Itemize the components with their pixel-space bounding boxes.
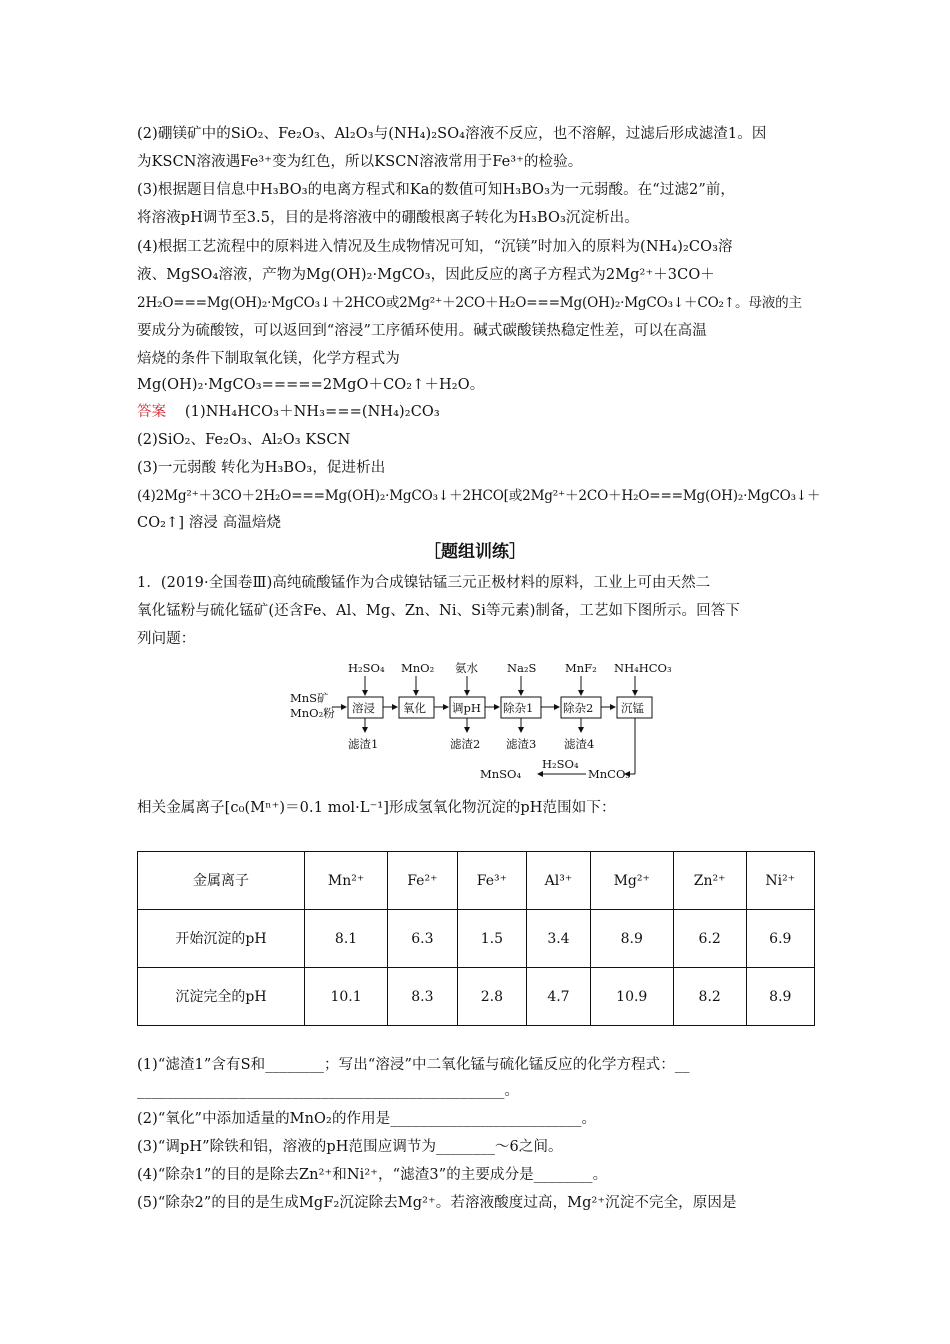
- flow-residue: 滤渣3: [506, 737, 537, 751]
- subquestion-5: (5)“除杂2”的目的是生成MgF₂沉淀除去Mg²⁺。若溶液酸度过高，Mg²⁺沉淀不完全，原因是: [137, 1195, 737, 1211]
- answer-line: [137, 402, 817, 422]
- table-intro: 相关金属离子[c₀(Mⁿ⁺)＝0.1 mol·L⁻¹]形成氢氧化物沉淀的pH范围如下：: [137, 800, 616, 816]
- flow-input: MnO₂粉: [290, 706, 335, 720]
- text-line: (2)硼镁矿中的SiO₂、Fe₂O₃、Al₂O₃与(NH₄)₂SO₄溶液不反应，也不溶解，过滤后形成滤渣1。因: [137, 126, 767, 142]
- flow-step: 除杂1: [503, 701, 534, 715]
- table-header-row: [138, 852, 815, 910]
- answer-5: CO₂↑] 溶浸 高温焙烧: [137, 515, 282, 531]
- table-cell: 6.3: [388, 910, 458, 968]
- subquestion-1-cont: __________________________________________________。: [137, 1083, 520, 1099]
- flow-step: 氧化: [403, 701, 426, 715]
- subquestion-2: (2)“氧化”中添加适量的MnO₂的作用是__________________________。: [137, 1111, 597, 1127]
- table-cell: 8.2: [673, 968, 746, 1026]
- subquestion-4: (4)“除杂1”的目的是除去Zn²⁺和Ni²⁺，“滤渣3”的主要成分是________。: [137, 1167, 608, 1183]
- flow-reagent: NH₄HCO₃: [614, 661, 672, 675]
- ph-range-table: [137, 851, 815, 1026]
- table-cell: 4.7: [527, 968, 591, 1026]
- table-header-cell: Mn²⁺: [305, 852, 388, 910]
- table-header-cell: 金属离子: [138, 852, 305, 910]
- answer-1: (1)NH₄HCO₃＋NH₃===(NH₄)₂CO₃: [184, 404, 440, 420]
- table-header-cell: Fe²⁺: [388, 852, 458, 910]
- table-row-label: 开始沉淀的pH: [138, 910, 305, 968]
- table-cell: 2.8: [457, 968, 527, 1026]
- table-cell: 8.1: [305, 910, 388, 968]
- flow-reagent: 氨水: [455, 661, 478, 675]
- subquestion-3: (3)“调pH”除铁和铝，溶液的pH范围应调节为________～6之间。: [137, 1139, 563, 1155]
- flow-step: 除杂2: [563, 701, 594, 715]
- answer-label: 答案: [137, 404, 167, 420]
- flow-reagent: H₂SO₄: [348, 661, 385, 675]
- flow-step: 溶浸: [352, 701, 375, 715]
- table-cell: 6.9: [746, 910, 814, 968]
- answer-4: (4)2Mg²⁺＋3CO＋2H₂O===Mg(OH)₂·MgCO₃↓＋2HCO[或2Mg²⁺＋2CO＋H₂O===Mg(OH)₂·MgCO₃↓＋: [137, 488, 821, 504]
- table-header-cell: Zn²⁺: [673, 852, 746, 910]
- answer-2: (2)SiO₂、Fe₂O₃、Al₂O₃ KSCN: [137, 432, 351, 448]
- subquestion-1: (1)“滤渣1”含有S和________；写出“溶浸”中二氧化锰与硫化锰反应的化学方程式：__: [137, 1057, 690, 1073]
- flow-residue: 滤渣2: [450, 737, 481, 751]
- question-text: 氧化锰粉与硫化锰矿(还含Fe、Al、Mg、Zn、Ni、Si等元素)制备，工艺如下图所示。回答下: [137, 603, 740, 619]
- flow-product: MnSO₄: [480, 767, 522, 781]
- question-text: 列问题：: [137, 631, 196, 647]
- section-heading: ［题组训练］: [424, 542, 526, 562]
- flow-reagent: Na₂S: [507, 661, 537, 675]
- flow-step: 调pH: [452, 701, 481, 715]
- text-line: 液、MgSO₄溶液，产物为Mg(OH)₂·MgCO₃，因此反应的离子方程式为2Mg²⁺＋3CO＋: [137, 267, 715, 283]
- table-cell: 8.9: [746, 968, 814, 1026]
- table-cell: 10.1: [305, 968, 388, 1026]
- flow-residue: 滤渣4: [564, 737, 595, 751]
- table-cell: 8.3: [388, 968, 458, 1026]
- flow-reagent: MnO₂: [401, 661, 435, 675]
- flow-reagent: MnF₂: [565, 661, 597, 675]
- text-line: (3)根据题目信息中H₃BO₃的电离方程式和Ka的数值可知H₃BO₃为一元弱酸。在“过滤2”前，: [137, 182, 736, 198]
- text-line: (4)根据工艺流程中的原料进入情况及生成物情况可知，“沉镁”时加入的原料为(NH₄)₂CO₃溶: [137, 239, 733, 255]
- table-header-cell: Fe³⁺: [457, 852, 527, 910]
- text-line: 要成分为硫酸铵，可以返回到“溶浸”工序循环使用。碱式碳酸镁热稳定性差，可以在高温: [137, 323, 707, 339]
- answer-3: (3)一元弱酸 转化为H₃BO₃，促进析出: [137, 460, 386, 476]
- table-cell: 8.9: [590, 910, 673, 968]
- table-cell: 6.2: [673, 910, 746, 968]
- flow-step: 沉锰: [621, 701, 644, 715]
- table-cell: 10.9: [590, 968, 673, 1026]
- text-line: 2H₂O===Mg(OH)₂·MgCO₃↓＋2HCO或2Mg²⁺＋2CO＋H₂O===Mg(OH)₂·MgCO₃↓＋CO₂↑。母液的主: [137, 295, 802, 311]
- table-cell: 3.4: [527, 910, 591, 968]
- flow-product: MnCO₃: [588, 767, 631, 781]
- text-line: Mg(OH)₂·MgCO₃=====2MgO＋CO₂↑＋H₂O。: [137, 377, 485, 393]
- flow-reagent: H₂SO₄: [542, 757, 579, 771]
- question-text: 1．(2019·全国卷Ⅲ)高纯硫酸锰作为合成镍钴锰三元正极材料的原料，工业上可由天然二: [137, 575, 711, 591]
- table-row: [138, 910, 815, 968]
- process-flow-diagram: [280, 656, 680, 784]
- table-header-cell: Mg²⁺: [590, 852, 673, 910]
- flow-residue: 滤渣1: [348, 737, 379, 751]
- table-row: [138, 968, 815, 1026]
- flow-input: MnS矿: [290, 691, 329, 705]
- table-header-cell: Al³⁺: [527, 852, 591, 910]
- text-line: 将溶液pH调节至3.5，目的是将溶液中的硼酸根离子转化为H₃BO₃沉淀析出。: [137, 210, 639, 226]
- table-header-cell: Ni²⁺: [746, 852, 814, 910]
- table-cell: 1.5: [457, 910, 527, 968]
- text-line: 焙烧的条件下制取氧化镁，化学方程式为: [137, 351, 400, 367]
- table-row-label: 沉淀完全的pH: [138, 968, 305, 1026]
- text-line: 为KSCN溶液遇Fe³⁺变为红色，所以KSCN溶液常用于Fe³⁺的检验。: [137, 154, 583, 170]
